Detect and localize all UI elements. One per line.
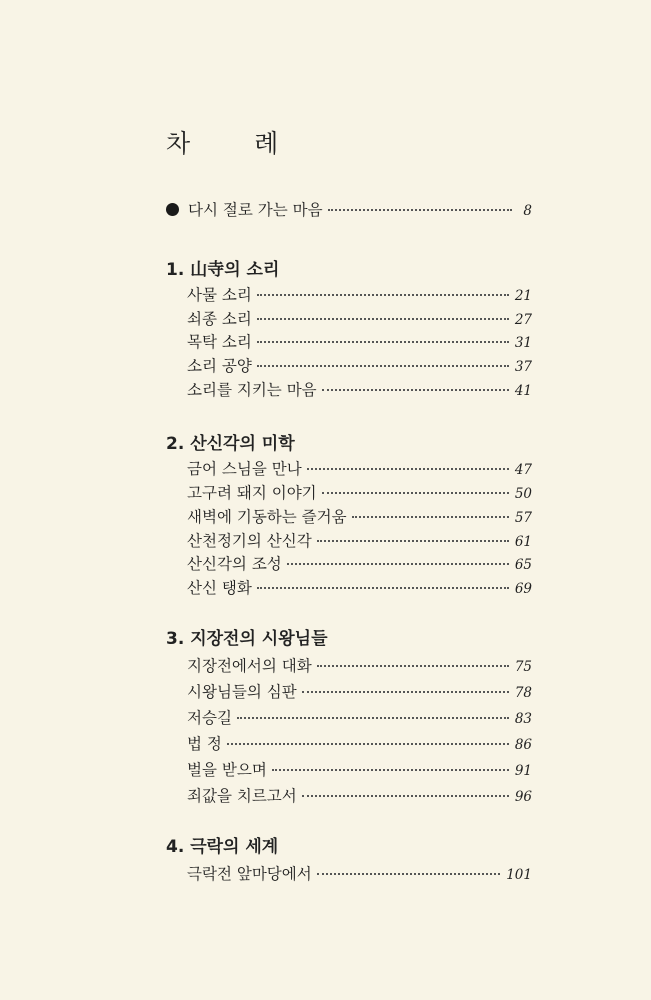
- toc-page-number: 101: [506, 866, 532, 883]
- toc-page-number: 21: [514, 288, 532, 304]
- toc-entry: [166, 553, 532, 577]
- toc-entry-text: 금어 스님을 만나: [187, 460, 302, 479]
- toc-page-number: 27: [514, 311, 532, 328]
- toc-entry-text: 지장전에서의 대화: [187, 656, 312, 675]
- toc-entry-text: 쇠종 소리: [187, 309, 252, 328]
- dot-leader: [287, 563, 509, 565]
- toc-entry-text: 새벽에 기동하는 즐거움: [187, 507, 347, 526]
- toc-entry: [166, 653, 532, 679]
- toc-entry: [166, 482, 532, 506]
- toc-entry: [166, 783, 532, 809]
- toc-page-number: 91: [514, 762, 532, 779]
- dot-leader: [322, 389, 509, 391]
- dot-leader: [317, 665, 509, 667]
- dot-leader: [257, 318, 509, 320]
- toc-entry: [166, 308, 532, 332]
- section-title: 4. 극락의 세계: [166, 836, 279, 857]
- table-of-contents: [166, 198, 532, 887]
- toc-page-number: 69: [514, 580, 532, 597]
- toc-entry: [166, 355, 532, 379]
- toc-entry: [166, 458, 532, 482]
- dot-leader: [257, 341, 509, 343]
- toc-entry: [166, 284, 532, 308]
- toc-entry: [166, 577, 532, 601]
- toc-entry-text: 목탁 소리: [187, 333, 252, 352]
- toc-entry-text: 산신각의 조성: [187, 555, 282, 574]
- dot-leader: [302, 691, 509, 693]
- toc-section-2: [166, 430, 532, 600]
- section-title: 1. 山寺의 소리: [166, 260, 280, 280]
- toc-page-number: 75: [514, 658, 532, 675]
- toc-page-number: 37: [514, 359, 532, 376]
- toc-entry: [166, 757, 532, 783]
- dot-leader: [302, 795, 509, 797]
- dot-leader: [257, 587, 509, 589]
- toc-entry-text: 산신 탱화: [187, 578, 252, 597]
- bullet-icon: [166, 203, 179, 216]
- toc-entry-text: 법 정: [187, 734, 222, 753]
- toc-page-number: 86: [514, 736, 532, 753]
- toc-entry-text: 소리 공양: [187, 357, 252, 376]
- toc-page-number: 65: [514, 557, 532, 574]
- dot-leader: [322, 492, 509, 494]
- toc-entry: [166, 506, 532, 530]
- toc-entry-text: 고구려 돼지 이야기: [187, 484, 317, 503]
- toc-entry-text: 저승길: [187, 708, 232, 727]
- toc-entry-text: 죄값을 치르고서: [187, 786, 297, 805]
- dot-leader: [257, 365, 509, 367]
- toc-page-number: 41: [514, 382, 532, 399]
- toc-entry-text: 사물 소리: [187, 286, 252, 304]
- toc-entry-text: 산천정기의 산신각: [187, 531, 312, 550]
- toc-page-number: 8: [523, 203, 532, 219]
- toc-entry: [166, 331, 532, 355]
- toc-page-number: 78: [514, 684, 532, 701]
- toc-page-number: 61: [514, 533, 532, 550]
- section-title: 2. 산신각의 미학: [166, 434, 295, 455]
- section-title: 3. 지장전의 시왕님들: [166, 628, 328, 649]
- toc-entry: [166, 679, 532, 705]
- toc-entry-text: 소리를 지키는 마음: [187, 380, 317, 399]
- toc-section-4: [166, 833, 532, 887]
- toc-entry: [166, 379, 532, 403]
- dot-leader: [272, 769, 509, 771]
- toc-entry-text: 극락전 앞마당에서: [187, 864, 312, 883]
- toc-entry-text: 다시 절로 가는 마음: [188, 201, 323, 219]
- toc-entry: [166, 530, 532, 554]
- toc-section-1: [166, 256, 532, 402]
- toc-page-number: 83: [514, 710, 532, 727]
- toc-page-number: 57: [514, 509, 532, 526]
- dot-leader: [227, 743, 509, 745]
- toc-prologue-entry: [166, 198, 532, 228]
- dot-leader: [257, 294, 509, 296]
- toc-page-number: 31: [514, 335, 532, 352]
- dot-leader: [317, 873, 501, 875]
- toc-page-number: 50: [514, 486, 532, 503]
- toc-section-3: [166, 625, 532, 809]
- dot-leader: [237, 717, 509, 719]
- page-title: 차 례: [166, 129, 307, 158]
- toc-page-number: 47: [514, 462, 532, 479]
- toc-entry-text: 시왕님들의 심판: [187, 682, 297, 701]
- toc-page-number: 96: [514, 788, 532, 805]
- dot-leader: [352, 516, 509, 518]
- dot-leader: [307, 468, 509, 470]
- toc-entry: [166, 861, 532, 887]
- toc-entry-text: 벌을 받으며: [187, 760, 267, 779]
- toc-entry: [166, 731, 532, 757]
- toc-entry: [166, 705, 532, 731]
- dot-leader: [317, 540, 509, 542]
- dot-leader: [328, 209, 512, 211]
